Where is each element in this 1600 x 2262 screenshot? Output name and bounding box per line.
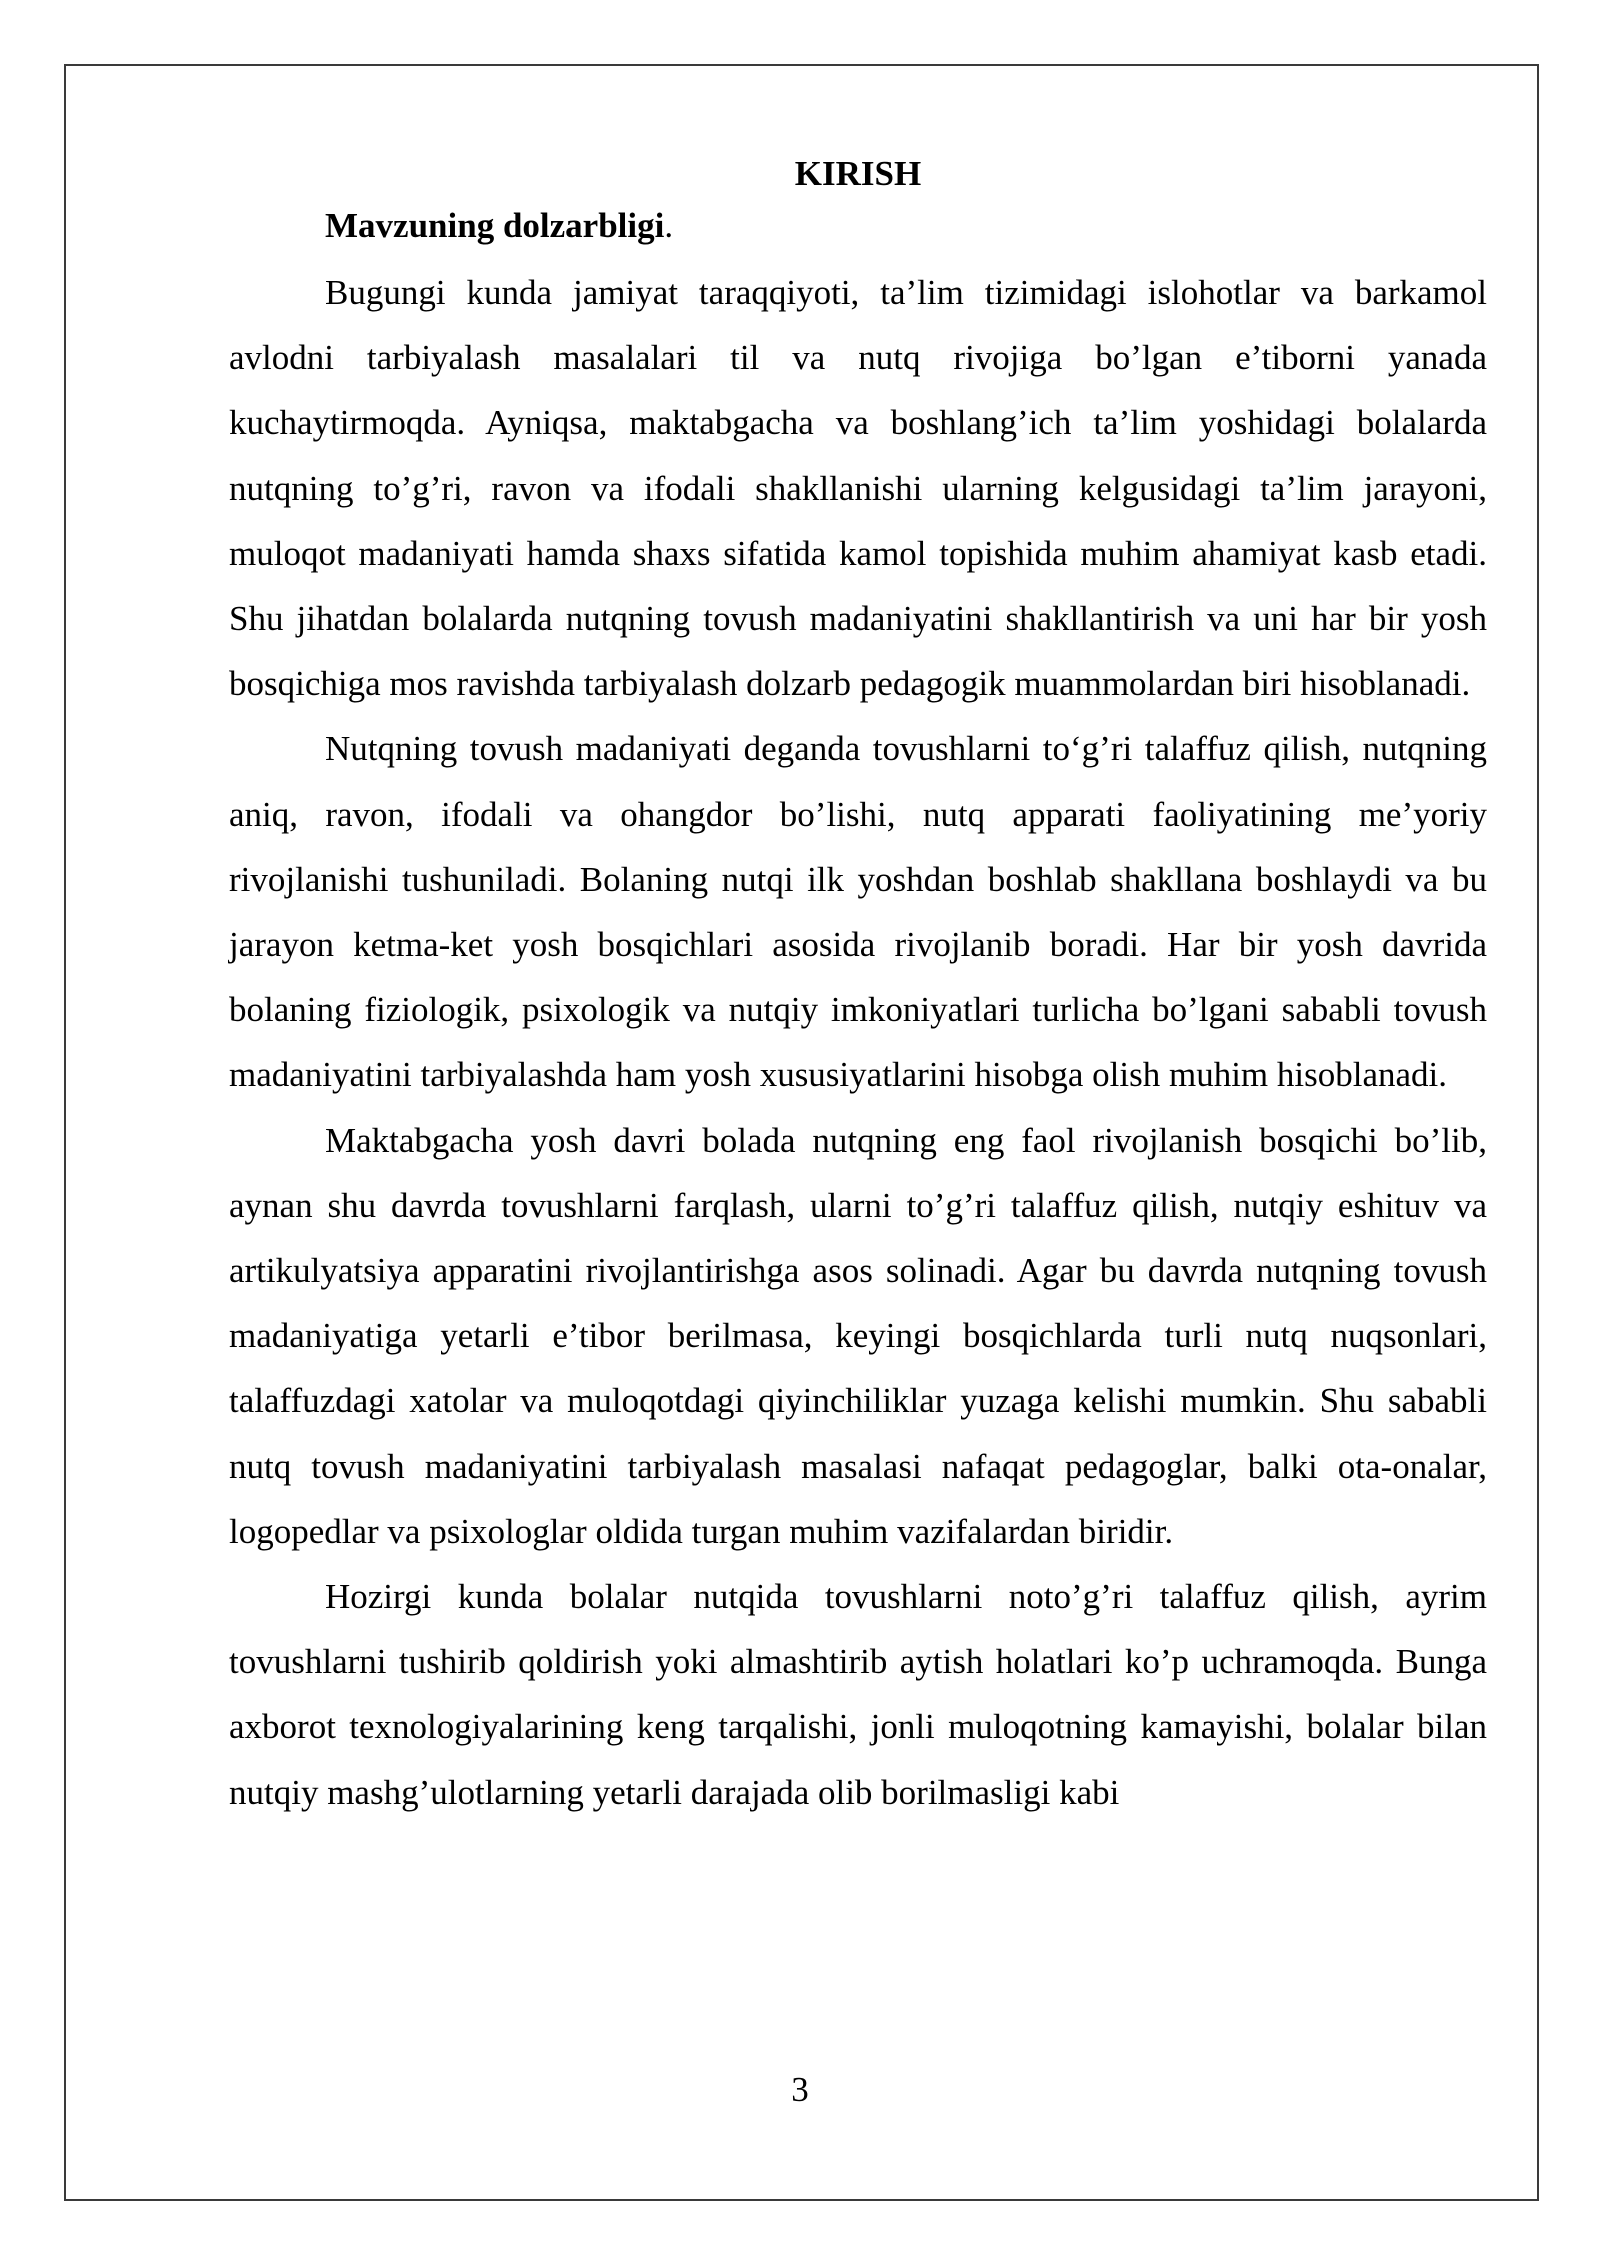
section-heading: KIRISH: [794, 154, 922, 193]
document-body: [229, 148, 1487, 1825]
paragraph-2: Nutqning tovush madaniyati deganda tovushlarni to‘g’ri talaffuz qilish, nutqning aniq, ravon, ifodali va ohangdor bo’lishi, nutq apparati faoliyatining me’yoriy rivojlanishi tushuniladi. Bolaning nutqi ilk yoshdan boshlab shakllana boshlaydi va bu jarayon ketma-ket yosh bosqichlari asosida rivojlanib boradi. Har bir yosh davrida bolaning fiziologik, psixologik va nutqiy imkoniyatlari turlicha bo’lgani sababli tovush madaniyatini tarbiyalashda ham yosh xususiyatlarini hisobga olish muhim hisoblanadi.: [229, 729, 1487, 1095]
paragraph-1: Bugungi kunda jamiyat taraqqiyoti, ta’lim tizimidagi islohotlar va barkamol avlodni tarbiyalash masalalari til va nutq rivojiga bo’lgan e’tiborni yanada kuchaytirmoqda. Ayniqsa, maktabgacha va boshlang’ich ta’lim yoshidagi bolalarda nutqning to’g’ri, ravon va ifodali shakllanishi ularning kelgusidagi ta’lim jarayoni, muloqot madaniyati hamda shaxs sifatida kamol topishida muhim ahamiyat kasb etadi. Shu jihatdan bolalarda nutqning tovush madaniyatini shakllantirish va uni har bir yosh bosqichiga mos ravishda tarbiyalash dolzarb pedagogik muammolardan biri hisoblanadi.: [229, 273, 1487, 704]
paragraph-4: Hozirgi kunda bolalar nutqida tovushlarni noto’g’ri talaffuz qilish, ayrim tovushlarni tushirib qoldirish yoki almashtirib aytish holatlari ko’p uchramoqda. Bunga axborot texnologiyalarining keng tarqalishi, jonli muloqotning kamayishi, bolalar bilan nutqiy mashg’ulotlarning yetarli darajada olib borilmasligi kabi: [229, 1577, 1487, 1812]
subsection-title-text: Mavzuning dolzarbligi: [325, 206, 665, 245]
paragraph-3: Maktabgacha yosh davri bolada nutqning eng faol rivojlanish bosqichi bo’lib, aynan shu davrda tovushlarni farqlash, ularni to’g’ri talaffuz qilish, nutqiy eshituv va artikulyatsiya apparatini rivojlantirishga asos solinadi. Agar bu davrda nutqning tovush madaniyatiga yetarli e’tibor berilmasa, keyingi bosqichlarda turli nutq nuqsonlari, talaffuzdagi xatolar va muloqotdagi qiyinchiliklar yuzaga kelishi mumkin. Shu sababli nutq tovush madaniyatini tarbiyalash masalasi nafaqat pedagoglar, balki ota-onalar, logopedlar va psixologlar oldida turgan muhim vazifalardan biridir.: [229, 1120, 1487, 1551]
subsection-title-punct: .: [664, 206, 674, 245]
page-number: 3: [791, 2070, 809, 2109]
subsection-title: [229, 200, 1487, 252]
